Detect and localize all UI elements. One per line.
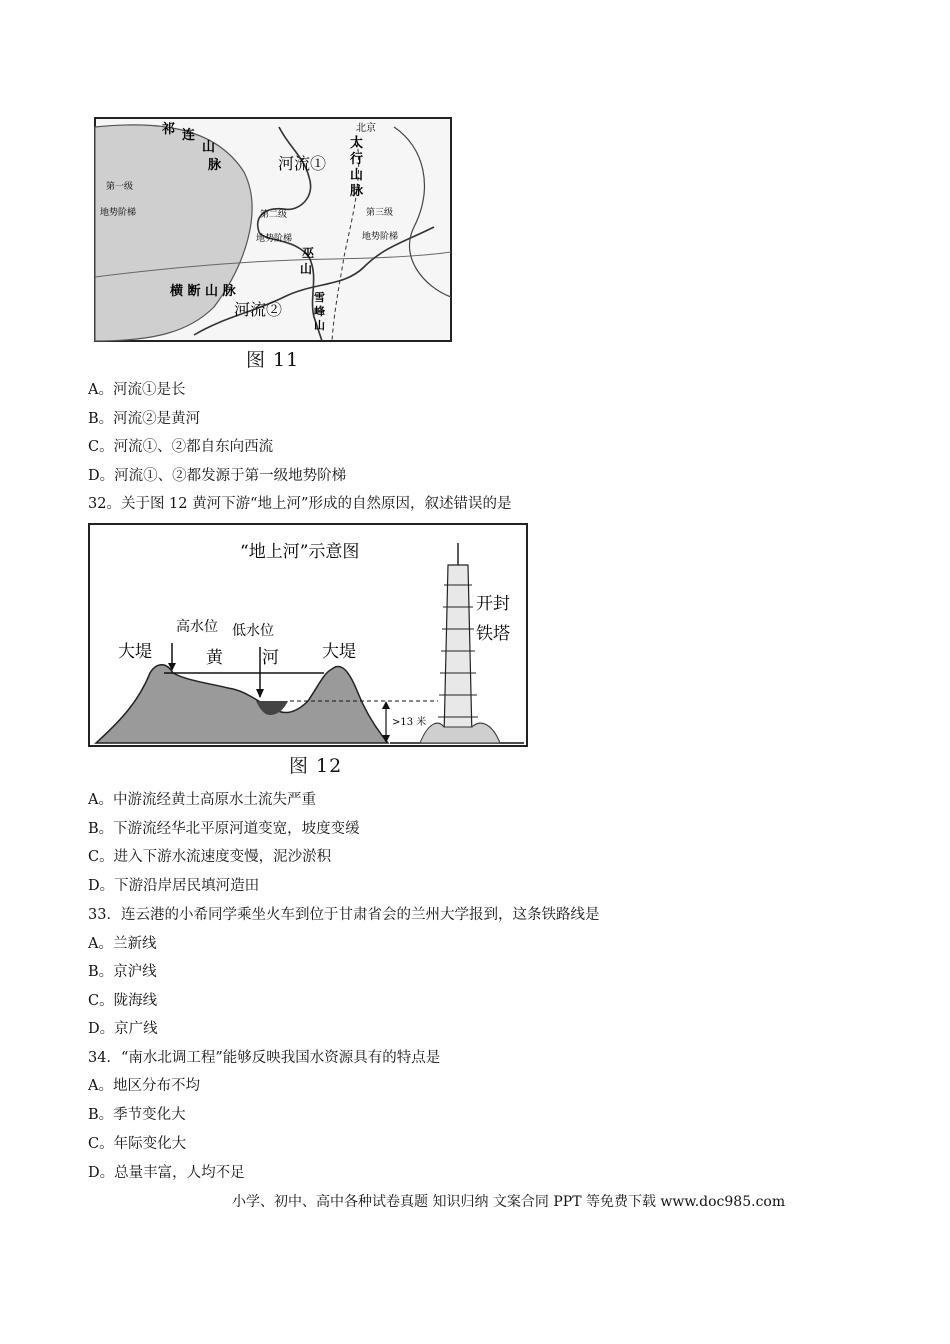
- label-river-2: 河流②: [234, 300, 283, 319]
- q31-option-d: D。河流①、②都发源于第一级地势阶梯: [88, 468, 347, 484]
- q31-option-b: B。河流②是黄河: [88, 411, 201, 427]
- q32-option-d: D。下游沿岸居民填河造田: [88, 878, 260, 894]
- q31-option-a: A。河流①是长: [88, 382, 186, 398]
- q32-option-a: A。中游流经黄土高原水土流失严重: [88, 792, 316, 808]
- label-xuefeng-2: 峰: [314, 305, 325, 318]
- q31-option-c: C。河流①、②都自东向西流: [88, 439, 274, 455]
- label-step2-b: 地势阶梯: [256, 234, 293, 244]
- label-huang: 黄: [206, 648, 223, 668]
- page-footer: 小学、初中、高中各种试卷真题 知识归纳 文案合同 PPT 等免费下载 www.doc985.com: [232, 1194, 786, 1210]
- figure-11-map: [94, 117, 452, 342]
- figure-12-diagram: [88, 523, 528, 747]
- q33-option-b: B。京沪线: [88, 964, 157, 980]
- label-step3-b: 地势阶梯: [362, 232, 399, 242]
- q33-option-a: A。兰新线: [88, 936, 157, 952]
- label-qilian-3: 山: [202, 140, 216, 155]
- label-qilian-1: 祁: [162, 122, 176, 137]
- label-qilian-4: 脉: [208, 158, 222, 173]
- q34-option-a: A。地区分布不均: [88, 1078, 200, 1094]
- label-dike-left: 大堤: [118, 642, 152, 662]
- label-height: >13 米: [392, 717, 427, 728]
- q34-stem: 34．“南水北调工程”能够反映我国水资源具有的特点是: [88, 1050, 441, 1066]
- label-river-1: 河流①: [278, 154, 327, 173]
- label-kaifeng: 开封: [476, 594, 510, 614]
- label-he: 河: [262, 648, 279, 668]
- label-taihang-3: 山: [350, 168, 364, 183]
- q34-option-b: B。季节变化大: [88, 1107, 186, 1123]
- q32-stem: 32。关于图 12 黄河下游“地上河”形成的自然原因，叙述错误的是: [88, 496, 512, 512]
- q32-option-b: B。下游流经华北平原河道变宽，坡度变缓: [88, 821, 360, 837]
- label-beijing: 北京: [356, 123, 376, 134]
- label-taihang-1: 太: [350, 136, 364, 151]
- q33-option-d: D。京广线: [88, 1021, 158, 1037]
- label-xuefeng-1: 雪: [314, 291, 325, 304]
- label-hengduan: 横 断 山 脉: [170, 284, 236, 299]
- label-step2-a: 第二级: [260, 210, 288, 220]
- label-wushan-2: 山: [300, 262, 313, 276]
- figure-12-caption: 图 12: [289, 755, 343, 777]
- label-tieta: 铁塔: [476, 624, 510, 644]
- label-title: “地上河”示意图: [240, 542, 360, 562]
- terrain-map-svg: [94, 117, 452, 342]
- q34-option-c: C。年际变化大: [88, 1136, 187, 1152]
- label-xuefeng-3: 山: [314, 319, 325, 332]
- label-low-water: 低水位: [232, 623, 274, 639]
- label-taihang-2: 行: [350, 152, 364, 167]
- label-qilian-2: 连: [182, 128, 196, 143]
- q33-stem: 33．连云港的小希同学乘坐火车到位于甘肃省会的兰州大学报到，这条铁路线是: [88, 907, 600, 923]
- label-taihang-4: 脉: [350, 184, 364, 199]
- label-high-water: 高水位: [176, 619, 218, 635]
- label-step3-a: 第三级: [366, 208, 394, 218]
- q32-option-c: C。进入下游水流速度变慢，泥沙淤积: [88, 849, 332, 865]
- label-step1-b: 地势阶梯: [100, 208, 137, 218]
- label-step1-a: 第一级: [106, 182, 134, 192]
- q33-option-c: C。陇海线: [88, 993, 158, 1009]
- q34-option-d: D。总量丰富，人均不足: [88, 1165, 245, 1181]
- figure-11-caption: 图 11: [246, 349, 300, 371]
- label-wushan-1: 巫: [302, 246, 315, 260]
- elevated-river-svg: [88, 523, 528, 747]
- label-dike-right: 大堤: [322, 642, 356, 662]
